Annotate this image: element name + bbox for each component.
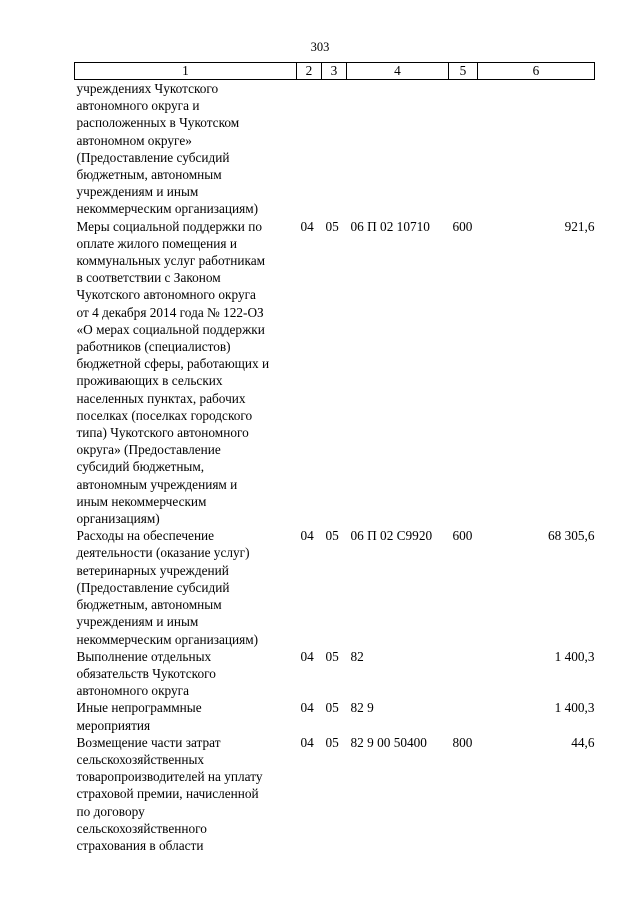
row-name: учреждениях Чукотского автономного округа и расположенных в Чукотском автономном округе» (Предоставление субсидий бюджетным, автономным учреждениям и иным некоммерческим организациям) bbox=[76, 81, 259, 217]
row-subsection: 05 bbox=[325, 648, 339, 664]
header-col-2: 2 bbox=[297, 63, 322, 80]
row-expense-type bbox=[449, 80, 478, 218]
header-col-3: 3 bbox=[322, 63, 347, 80]
table-row bbox=[75, 218, 595, 528]
row-name: Расходы на обеспечение деятельности (оказание услуг) ветеринарных учреждений (Предоставление субсидий бюджетным, автономным учреждениям и иным некоммерческим организациям) bbox=[76, 528, 259, 647]
page-number: 303 bbox=[310, 40, 330, 54]
header-col-1: 1 bbox=[75, 63, 297, 80]
row-expense-type bbox=[449, 699, 478, 733]
row-section: 04 bbox=[300, 528, 314, 544]
row-subsection: 05 bbox=[325, 700, 339, 716]
row-section: 04 bbox=[300, 648, 314, 664]
row-section: 04 bbox=[300, 700, 314, 716]
table-header bbox=[75, 63, 595, 80]
row-target-article: 82 9 00 50400 bbox=[350, 734, 427, 750]
row-target-article: 06 П 02 С9920 bbox=[350, 528, 433, 544]
row-subsection: 05 bbox=[325, 734, 339, 750]
table-body bbox=[75, 80, 595, 855]
row-amount: 1 400,3 bbox=[554, 648, 595, 664]
row-name: Иные непрограммные мероприятия bbox=[76, 700, 202, 733]
row-name: Выполнение отдельных обязательств Чукотского автономного округа bbox=[76, 648, 216, 699]
row-name: Меры социальной поддержки по оплате жилого помещения и коммунальных услуг работникам в соответствии с Законом Чукотского автономного округа от 4 декабря 2014 года № 122-ОЗ «О мерах социальной поддержки работников (специалистов) бюджетной сферы, работающих и проживающих в сельских населенных пунктах, рабочих поселках (поселках городского типа) Чукотского автономного округа» (Предоставление субсидий бюджетным, автономным учреждениям и иным некоммерческим организациям) bbox=[76, 218, 270, 527]
row-name: Возмещение части затрат сельскохозяйственных товаропроизводителей на уплату страховой премии, начисленной по договору сельскохозяйственного страхования в области bbox=[76, 734, 263, 853]
row-target-article bbox=[347, 80, 449, 218]
header-col-5: 5 bbox=[449, 63, 478, 80]
header-col-6: 6 bbox=[478, 63, 595, 80]
row-expense-type: 600 bbox=[452, 528, 473, 544]
row-expense-type: 600 bbox=[452, 218, 473, 234]
table-row bbox=[75, 527, 595, 647]
row-expense-type bbox=[449, 648, 478, 700]
row-amount bbox=[478, 80, 595, 218]
row-target-article: 82 9 bbox=[350, 700, 374, 716]
row-section: 04 bbox=[300, 218, 314, 234]
row-subsection: 05 bbox=[325, 218, 339, 234]
row-amount: 44,6 bbox=[571, 734, 595, 750]
table-row bbox=[75, 734, 595, 854]
table-row bbox=[75, 699, 595, 733]
budget-table bbox=[74, 62, 595, 854]
row-amount: 921,6 bbox=[564, 218, 595, 234]
row-target-article: 06 П 02 10710 bbox=[350, 218, 430, 234]
row-target-article: 82 bbox=[350, 648, 364, 664]
row-subsection: 05 bbox=[325, 528, 339, 544]
row-subsection bbox=[322, 80, 347, 218]
row-section bbox=[297, 80, 322, 218]
table-row bbox=[75, 80, 595, 218]
row-expense-type: 800 bbox=[452, 734, 473, 750]
row-amount: 68 305,6 bbox=[547, 528, 595, 544]
row-amount: 1 400,3 bbox=[554, 700, 595, 716]
header-row bbox=[75, 63, 595, 80]
row-section: 04 bbox=[300, 734, 314, 750]
table-row bbox=[75, 648, 595, 700]
header-col-4: 4 bbox=[347, 63, 449, 80]
